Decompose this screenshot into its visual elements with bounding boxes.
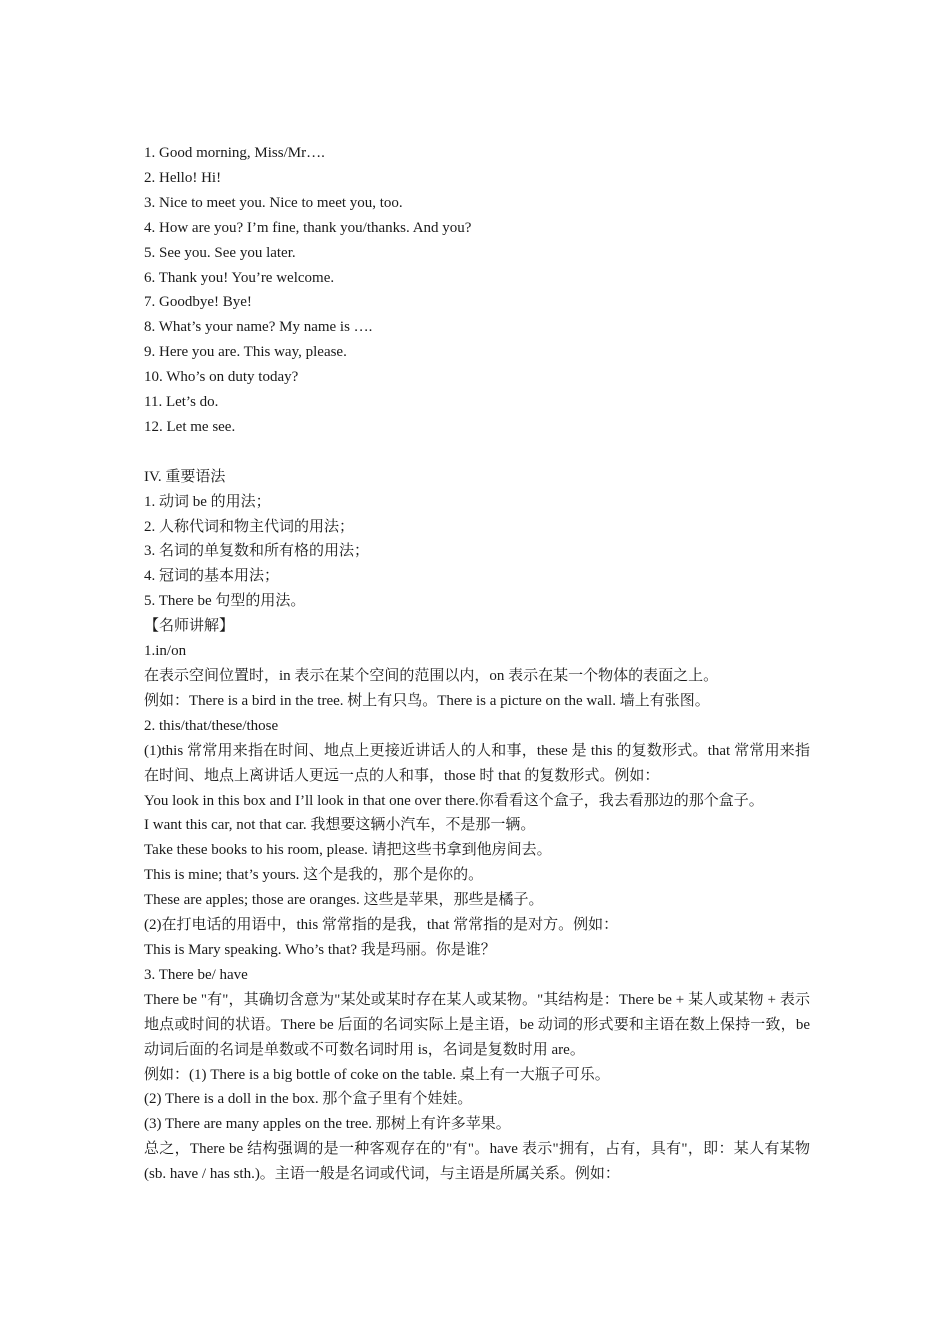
- list-item: 5. There be 句型的用法。: [144, 593, 306, 610]
- list-item: 5. See you. See you later.: [144, 244, 296, 261]
- section-heading: IV. 重要语法: [144, 468, 226, 485]
- paragraph: 例如：There is a bird in the tree. 树上有只鸟。There is a picture on the wall. 墙上有张图。: [144, 692, 710, 709]
- paragraph: 例如：(1) There is a big bottle of coke on the table. 桌上有一大瓶子可乐。: [144, 1066, 610, 1083]
- subsection-title: 1.in/on: [144, 643, 187, 660]
- list-item: 6. Thank you! You’re welcome.: [144, 269, 335, 286]
- paragraph: 总之，There be 结构强调的是一种客观存在的"有"。have 表示"拥有，占有，具有"，即：某人有某物(sb. have / has sth.)。主语一般是名词或代词，与主语是所属关系。例如：: [144, 1141, 810, 1183]
- list-item: 10. Who’s on duty today?: [144, 369, 299, 386]
- list-item: 7. Goodbye! Bye!: [144, 294, 252, 311]
- spacer: [144, 440, 810, 465]
- paragraph: Take these books to his room, please. 请把这些书拿到他房间去。: [144, 842, 552, 859]
- paragraph: (3) There are many apples on the tree. 那树上有许多苹果。: [144, 1116, 511, 1133]
- paragraph: These are apples; those are oranges. 这些是苹果，那些是橘子。: [144, 892, 544, 909]
- list-item: 4. 冠词的基本用法；: [144, 568, 280, 585]
- paragraph: (2)在打电话的用语中，this 常常指的是我，that 常常指的是对方。例如：: [144, 917, 619, 934]
- list-item: 3. 名词的单复数和所有格的用法；: [144, 543, 370, 560]
- list-item: 2. Hello! Hi!: [144, 169, 222, 186]
- paragraph: There be "有"，其确切含意为"某处或某时存在某人或某物。"其结构是：There be + 某人或某物 + 表示地点或时间的状语。There be 后面的名词实际上是主语，be 动词的形式要和主语在数上保持一致，be 动词后面的名词是单数或不可数名词时用 is，名词是复数时用 are。: [144, 991, 810, 1058]
- list-item: 11. Let’s do.: [144, 394, 219, 411]
- list-item: 1. Good morning, Miss/Mr….: [144, 145, 325, 161]
- paragraph: I want this car, not that car. 我想要这辆小汽车，不是那一辆。: [144, 817, 536, 834]
- list-item: 8. What’s your name? My name is ….: [144, 319, 373, 336]
- list-item: 9. Here you are. This way, please.: [144, 344, 347, 361]
- section-heading: 【名师讲解】: [144, 618, 235, 635]
- document-page: [144, 141, 810, 1187]
- greetings-list: [144, 141, 810, 440]
- list-item: 4. How are you? I’m fine, thank you/thanks. And you?: [144, 219, 472, 236]
- list-item: 3. Nice to meet you. Nice to meet you, too.: [144, 194, 403, 211]
- grammar-section: [144, 465, 810, 614]
- paragraph: (1)this 常常用来指在时间、地点上更接近讲话人的人和事，these 是 this 的复数形式。that 常常用来指在时间、地点上离讲话人更远一点的人和事，those 时 that 的复数形式。例如：: [144, 742, 810, 784]
- paragraph: This is Mary speaking. Who’s that? 我是玛丽。你是谁？: [144, 941, 496, 958]
- subsection-title: 2. this/that/these/those: [144, 717, 279, 734]
- subsection-title: 3. There be/ have: [144, 966, 248, 983]
- paragraph: 在表示空间位置时，in 表示在某个空间的范围以内，on 表示在某一个物体的表面之上。: [144, 668, 719, 685]
- paragraph: (2) There is a doll in the box. 那个盒子里有个娃娃。: [144, 1091, 473, 1108]
- list-item: 2. 人称代词和物主代词的用法；: [144, 518, 355, 535]
- paragraph: You look in this box and I’ll look in that one over there.你看看这个盒子，我去看那边的那个盒子。: [144, 792, 764, 809]
- list-item: 1. 动词 be 的用法；: [144, 493, 271, 510]
- list-item: 12. Let me see.: [144, 418, 236, 435]
- paragraph: This is mine; that’s yours. 这个是我的，那个是你的。: [144, 867, 484, 884]
- explain-section: [144, 614, 810, 1187]
